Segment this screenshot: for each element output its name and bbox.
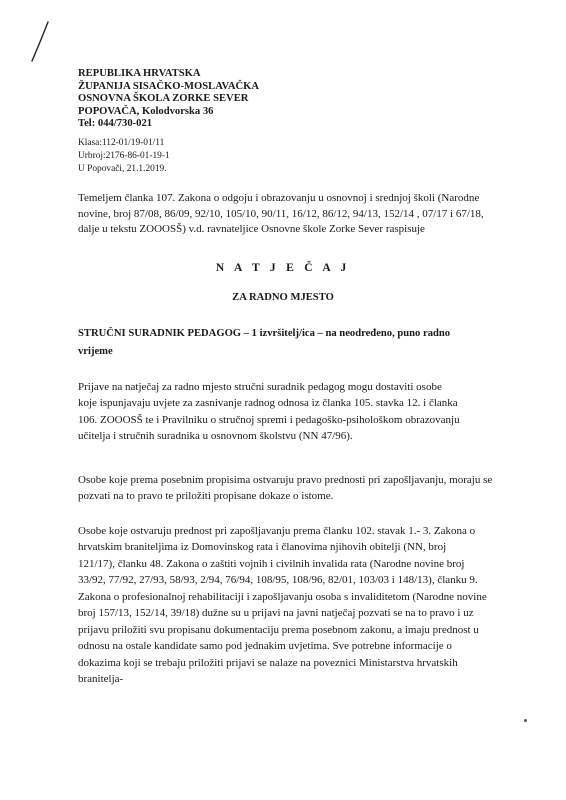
scan-speck-mark — [524, 719, 527, 722]
paragraph-line: 106. ZOOOSŠ te i Pravilniku o stručnoj spremi i pedagoško-psihološkom obrazovanju — [78, 413, 460, 426]
intro-paragraph — [78, 191, 518, 238]
header-line-county: ŽUPANIJA SISAČKO-MOSLAVAČKA — [78, 80, 260, 92]
paragraph-line: pozvati na to pravo te priložiti propisane dokaze o istome. — [78, 490, 334, 503]
position-line: STRUČNI SURADNIK PEDAGOG – 1 izvršitelj/ica – na neodređeno, puno radno — [78, 328, 451, 339]
place-and-date: U Popovači, 21.1.2019. — [78, 163, 167, 174]
paragraph-line: Osobe koje ostvaruju prednost pri zapošljavanju prema članku 102. stavak 1.- 3. Zakona o — [78, 525, 476, 537]
veterans-priority-paragraph — [78, 523, 528, 688]
paragraph-line: 121/17), članku 48. Zakona o zaštiti vojnih i civilnih invalida rata (Narodne novine broj — [78, 557, 465, 570]
paragraph-line: učitelja i stručnih suradnika u osnovnom školstvu (NN 47/96). — [78, 429, 353, 442]
paragraph-line: hrvatskim braniteljima iz Domovinskog rata i članovima njihovih obitelji (NN, broj — [78, 541, 447, 554]
paragraph-line: odnosu na ostale kandidate samo pod jednakim uvjetima. Sve potrebne informacije o — [78, 640, 452, 653]
handwritten-slash-mark — [28, 20, 58, 64]
job-position-heading — [78, 325, 518, 361]
paragraph-line: branitelja- — [78, 673, 124, 686]
header-line-republic: REPUBLIKA HRVATSKA — [78, 68, 201, 79]
intro-line: novine, broj 87/08, 86/09, 92/10, 105/10, 90/11, 16/12, 86/12, 94/13, 152/14 , 07/17 i 67/18, — [78, 207, 484, 220]
school-header — [78, 68, 259, 131]
paragraph-line: prijavu priložiti svu propisanu dokumentaciju prema posebnom zakonu, a imaju prednost u — [78, 623, 479, 636]
intro-line: Temeljem članka 107. Zakona o odgoju i obrazovanju u osnovnoj i srednjoj školi (Narodne — [78, 192, 480, 204]
paragraph-line: Prijave na natječaj za radno mjesto stručni suradnik pedagog mogu dostaviti osobe — [78, 381, 442, 393]
paragraph-line: broj 157/13, 152/14, 39/18) dužne su u prijavi na javni natječaj pozvati se na to pravo i uz — [78, 607, 474, 620]
paragraph-line: 33/92, 77/92, 27/93, 58/93, 2/94, 76/94, 108/95, 108/96, 82/01, 103/03 i 148/13), članku 9. — [78, 574, 478, 587]
position-line: vrijeme — [78, 346, 113, 357]
priority-rights-paragraph — [78, 472, 528, 505]
intro-line: dalje u tekstu ZOOOSŠ) v.d. ravnateljice Osnovne škole Zorke Sever raspisuje — [78, 223, 425, 236]
document-references — [78, 137, 170, 175]
paragraph-line: dokazima koji se trebaju priložiti prijavi se nalaze na poveznici Ministarstva hrvatskih — [78, 656, 458, 669]
document-title: N A T J E Č A J — [215, 262, 351, 274]
header-line-phone: Tel: 044/730-021 — [78, 118, 153, 130]
paragraph-line: koje ispunjavaju uvjete za zasnivanje radnog odnosa iz članka 105. stavka 12. i članka — [78, 397, 458, 410]
document-subtitle: ZA RADNO MJESTO — [232, 292, 334, 303]
klasa-number: Klasa:112-01/19-01/11 — [78, 138, 165, 148]
paragraph-line: Osobe koje prema posebnim propisima ostvaruju pravo prednosti pri zapošljavanju, moraju se — [78, 474, 493, 486]
urbroj-number: Urbroj:2176-86-01-19-1 — [78, 150, 170, 161]
paragraph-line: Zakona o profesionalnoj rehabilitaciji i zapošljavanju osoba s invaliditetom (Narodne novine — [78, 590, 487, 603]
eligibility-paragraph — [78, 379, 528, 444]
header-line-address: POPOVAČA, Kolodvorska 36 — [78, 105, 214, 117]
header-line-school: OSNOVNA ŠKOLA ZORKE SEVER — [78, 93, 249, 105]
